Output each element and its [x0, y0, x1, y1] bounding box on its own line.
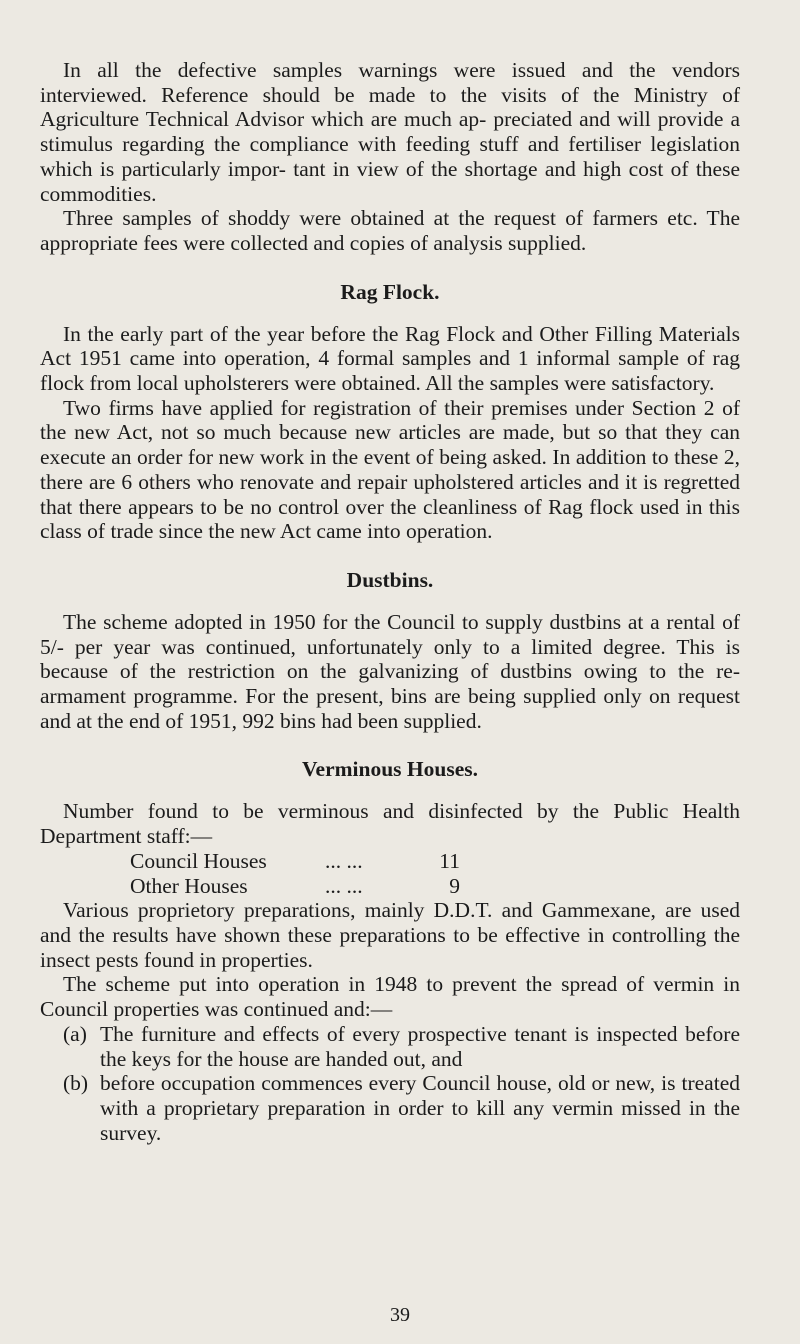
- paragraph-rag-flock-registration: Two firms have applied for registration of their premises under Section 2 of the new Act, not so much because new articles are made, but so that they can execute an order for new work in the event of being asked. In addition to these 2, there are 6 others who renovate and repair upholstered articles and it is regretted that there appears to be no control over the cleanliness of Rag flock used in this class of trade since the new Act came into operation.: [40, 395, 740, 544]
- row-leader-dots: ... ...: [325, 873, 363, 898]
- table-row: [130, 849, 460, 874]
- row-leader-dots: ... ...: [325, 848, 363, 873]
- list-marker: (a): [63, 1021, 87, 1046]
- list-item: [40, 1022, 740, 1071]
- verminous-counts-table: [130, 849, 460, 898]
- list-item-text: The furniture and effects of every prospective tenant is inspected before the keys for the house are handed out, and: [100, 1021, 740, 1071]
- heading-verminous-houses: Verminous Houses.: [301, 757, 478, 782]
- page-number: 39: [390, 1304, 410, 1326]
- row-value: 11: [439, 848, 460, 873]
- row-value: 9: [449, 873, 460, 898]
- heading-rag-flock: Rag Flock.: [340, 279, 440, 304]
- row-label: Council Houses: [130, 848, 267, 873]
- paragraph-vermin-scheme: The scheme put into operation in 1948 to prevent the spread of vermin in Council properties was continued and:—: [40, 972, 740, 1022]
- heading-dustbins: Dustbins.: [346, 567, 434, 592]
- row-label: Other Houses: [130, 873, 248, 898]
- list-item-text: before occupation commences every Council house, old or new, is treated with a proprietary preparation in order to kill any vermin missed in the survey.: [100, 1071, 740, 1145]
- table-row: [130, 874, 460, 899]
- list-marker: (b): [63, 1071, 89, 1096]
- paragraph-verminous-intro: Number found to be verminous and disinfected by the Public Health Department staff:—: [40, 799, 740, 849]
- paragraph-dustbins-scheme: The scheme adopted in 1950 for the Council to supply dustbins at a rental of 5/- per year was continued, unfortunately only to a limited degree. This is because of the restriction on the galvanizing of dustbins owing to the re-armament programme. For the present, bins are being supplied only on request and at the end of 1951, 992 bins had been supplied.: [40, 609, 740, 733]
- paragraph-rag-flock-samples: In the early part of the year before the Rag Flock and Other Filling Materials Act 1951 came into operation, 4 formal samples and 1 informal sample of rag flock from local upholsterers were obtained. All the samples were satisfactory.: [40, 321, 740, 396]
- paragraph-shoddy-samples: Three samples of shoddy were obtained at the request of farmers etc. The appropriate fees were collected and copies of analysis supplied.: [40, 206, 740, 255]
- list-item: [40, 1071, 740, 1145]
- paragraph-defective-samples: In all the defective samples warnings were issued and the vendors interviewed. Reference should be made to the visits of the Ministry of Agriculture Technical Advisor which are much ap- preciated and will provide a stimulus regarding the compliance with feeding stuff and fertiliser legislation which is particularly impor- tant in view of the shortage and high cost of these commodities.: [40, 58, 740, 206]
- document-page: [40, 58, 740, 1145]
- paragraph-proprietory-preparations: Various proprietory preparations, mainly D.D.T. and Gammexane, are used and the results have shown these preparations to be effective in controlling the insect pests found in properties.: [40, 898, 740, 972]
